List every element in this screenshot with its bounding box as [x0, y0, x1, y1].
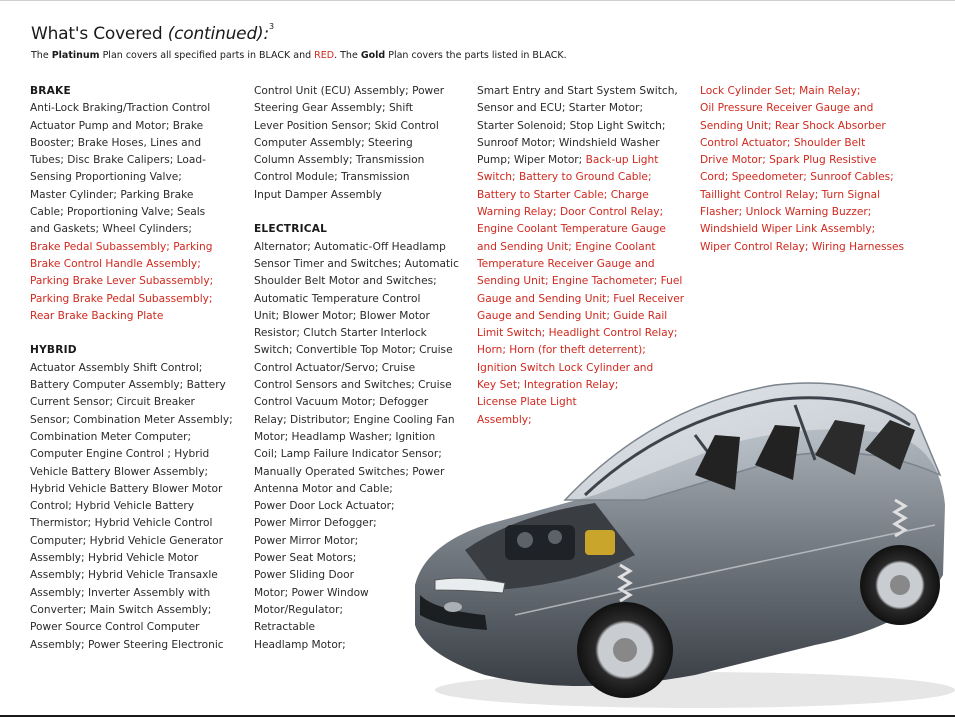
coverage-line: and Sending Unit; Engine Coolant	[477, 240, 656, 253]
coverage-line: Assembly; Hybrid Vehicle Transaxle	[30, 569, 218, 582]
mixed-line	[477, 152, 695, 169]
coverage-line: Control Module; Transmission	[254, 171, 410, 184]
coverage-line: Power Door Lock Actuator;	[254, 500, 395, 513]
section-heading-hybrid: HYBRID	[30, 344, 77, 357]
legend-text: Plan covers the parts listed in BLACK.	[385, 50, 567, 61]
coverage-line: Motor/Regulator;	[254, 603, 344, 616]
coverage-line: Oil Pressure Receiver Gauge and	[700, 102, 874, 115]
coverage-line: Sensor Timer and Switches; Automatic	[254, 257, 459, 270]
coverage-line: Actuator Pump and Motor; Brake	[30, 119, 204, 132]
coverage-line: Assembly; Inverter Assembly with	[30, 586, 211, 599]
coverage-line: Coil; Lamp Failure Indicator Sensor;	[254, 448, 442, 461]
section-heading-electrical: ELECTRICAL	[254, 223, 328, 236]
legend-platinum: Platinum	[51, 50, 100, 61]
coverage-line: Switch; Battery to Ground Cable;	[477, 171, 652, 184]
coverage-line: Cord; Speedometer; Sunroof Cables;	[700, 171, 894, 184]
plan-legend	[31, 50, 567, 61]
coverage-line: Brake Control Handle Assembly;	[30, 257, 201, 270]
coverage-line: and Gaskets; Wheel Cylinders;	[30, 223, 192, 236]
coverage-line: Power Source Control Computer	[30, 621, 200, 634]
coverage-line: Horn; Horn (for theft deterrent);	[477, 344, 646, 357]
coverage-line: Control Unit (ECU) Assembly; Power	[254, 85, 445, 97]
coverage-line: Warning Relay; Door Control Relay;	[477, 206, 664, 219]
coverage-line: Gauge and Sending Unit; Fuel Receiver	[477, 292, 685, 305]
coverage-line: Control; Hybrid Vehicle Battery	[30, 500, 195, 513]
coverage-line: Sending Unit; Rear Shock Absorber	[700, 119, 886, 132]
coverage-line: Ignition Switch Lock Cylinder and	[477, 361, 654, 374]
coverage-line: License Plate Light	[477, 396, 577, 409]
mixed-black-text: Pump; Wiper Motor;	[477, 154, 586, 167]
coverage-line: Control Actuator/Servo; Cruise	[254, 361, 416, 374]
hybrid-continued-list	[254, 83, 468, 204]
coverage-line: Motor; Headlamp Washer; Ignition	[254, 430, 436, 443]
coverage-line: Hybrid Vehicle Battery Blower Motor	[30, 482, 223, 495]
coverage-line: Current Sensor; Circuit Breaker	[30, 396, 195, 409]
electrical-red-list-continued	[700, 83, 924, 256]
coverage-line: Control Actuator; Shoulder Belt	[700, 136, 866, 149]
coverage-line: Headlamp Motor;	[254, 638, 346, 651]
coverage-line: Combination Meter Computer;	[30, 430, 192, 443]
coverage-line: Sensor and ECU; Starter Motor;	[477, 102, 644, 115]
coverage-line: Computer; Hybrid Vehicle Generator	[30, 534, 223, 547]
footnote-ref: 3	[269, 22, 274, 31]
coverage-line: Rear Brake Backing Plate	[30, 309, 164, 322]
coverage-line: Manually Operated Switches; Power	[254, 465, 445, 478]
title-continued: (continued):	[167, 24, 269, 44]
coverage-line: Sensor; Combination Meter Assembly;	[30, 413, 233, 426]
title-main: What's Covered	[31, 24, 163, 44]
brake-red-list	[30, 239, 248, 325]
column-1	[30, 83, 248, 654]
legend-text: Plan covers all specified parts in BLACK and	[99, 50, 315, 61]
coverage-line: Assembly; Power Steering Electronic	[30, 638, 224, 651]
coverage-line: Computer Engine Control ; Hybrid	[30, 448, 210, 461]
coverage-line: Resistor; Clutch Starter Interlock	[254, 327, 427, 340]
legend-red: RED	[314, 50, 335, 61]
legend-gold: Gold	[360, 50, 386, 61]
coverage-line: Windshield Wiper Link Assembly;	[700, 223, 876, 236]
car-cutaway-illustration	[395, 325, 955, 715]
coverage-line: Battery Computer Assembly; Battery	[30, 379, 226, 392]
coverage-line: Unit; Blower Motor; Blower Motor	[254, 309, 430, 322]
coverage-line: Retractable	[254, 621, 316, 634]
coverage-line: Actuator Assembly Shift Control;	[30, 361, 203, 374]
coverage-line: Sending Unit; Engine Tachometer; Fuel	[477, 275, 683, 288]
coverage-line: Power Seat Motors;	[254, 552, 357, 565]
brake-list	[30, 100, 248, 238]
coverage-line: Taillight Control Relay; Turn Signal	[700, 188, 881, 201]
coverage-line: Column Assembly; Transmission	[254, 154, 425, 167]
coverage-line: Tubes; Disc Brake Calipers; Load-	[30, 154, 206, 167]
coverage-line: Assembly; Hybrid Vehicle Motor	[30, 552, 199, 565]
page-title	[31, 24, 274, 44]
coverage-line: Gauge and Sending Unit; Guide Rail	[477, 309, 668, 322]
top-rule	[0, 0, 955, 1]
coverage-line: Computer Assembly; Steering	[254, 136, 413, 149]
coverage-line: Vehicle Battery Blower Assembly;	[30, 465, 209, 478]
coverage-line: Battery to Starter Cable; Charge	[477, 188, 649, 201]
coverage-line: Lock Cylinder Set; Main Relay;	[700, 85, 861, 97]
mixed-red-text: Back-up Light	[585, 154, 659, 167]
coverage-line: Key Set; Integration Relay;	[477, 379, 619, 392]
coverage-line: Alternator; Automatic-Off Headlamp	[254, 240, 446, 253]
coverage-line: Power Mirror Defogger;	[254, 517, 377, 530]
coverage-line: Wiper Control Relay; Wiring Harnesses	[700, 240, 905, 253]
coverage-line: Converter; Main Switch Assembly;	[30, 603, 212, 616]
section-heading-brake: BRAKE	[30, 85, 71, 97]
coverage-line: Cable; Proportioning Valve; Seals	[30, 206, 206, 219]
hybrid-list	[30, 360, 248, 654]
coverage-line: Relay; Distributor; Engine Cooling Fan	[254, 413, 455, 426]
coverage-line: Brake Pedal Subassembly; Parking	[30, 240, 213, 253]
coverage-line: Drive Motor; Spark Plug Resistive	[700, 154, 877, 167]
coverage-line: Control Vacuum Motor; Defogger	[254, 396, 429, 409]
coverage-line: Sensing Proportioning Valve;	[30, 171, 182, 184]
coverage-line: Engine Coolant Temperature Gauge	[477, 223, 666, 236]
coverage-line: Anti-Lock Braking/Traction Control	[30, 102, 211, 115]
coverage-line: Starter Solenoid; Stop Light Switch;	[477, 119, 666, 132]
coverage-line: Sunroof Motor; Windshield Washer	[477, 136, 660, 149]
coverage-line: Shoulder Belt Motor and Switches;	[254, 275, 437, 288]
coverage-line: Flasher; Unlock Warning Buzzer;	[700, 206, 872, 219]
column-4	[700, 83, 924, 256]
coverage-line: Steering Gear Assembly; Shift	[254, 102, 414, 115]
legend-text: . The	[334, 50, 361, 61]
coverage-line: Master Cylinder; Parking Brake	[30, 188, 194, 201]
coverage-line: Parking Brake Pedal Subassembly;	[30, 292, 213, 305]
coverage-line: Motor; Power Window	[254, 586, 369, 599]
coverage-line: Antenna Motor and Cable;	[254, 482, 393, 495]
coverage-line: Lever Position Sensor; Skid Control	[254, 119, 439, 132]
coverage-line: Automatic Temperature Control	[254, 292, 421, 305]
coverage-line: Booster; Brake Hoses, Lines and	[30, 136, 202, 149]
coverage-line: Smart Entry and Start System Switch,	[477, 85, 678, 97]
coverage-line: Power Sliding Door	[254, 569, 354, 582]
coverage-line: Switch; Convertible Top Motor; Cruise	[254, 344, 453, 357]
electrical-continued-list	[477, 83, 695, 152]
coverage-line: Limit Switch; Headlight Control Relay;	[477, 327, 678, 340]
coverage-line: Input Damper Assembly	[254, 188, 382, 201]
coverage-line: Assembly;	[477, 413, 532, 426]
coverage-line: Parking Brake Lever Subassembly;	[30, 275, 214, 288]
coverage-line: Temperature Receiver Gauge and	[477, 257, 655, 270]
coverage-line: Power Mirror Motor;	[254, 534, 359, 547]
coverage-line: Thermistor; Hybrid Vehicle Control	[30, 517, 213, 530]
coverage-line: Control Sensors and Switches; Cruise	[254, 379, 452, 392]
legend-text: The	[31, 50, 52, 61]
